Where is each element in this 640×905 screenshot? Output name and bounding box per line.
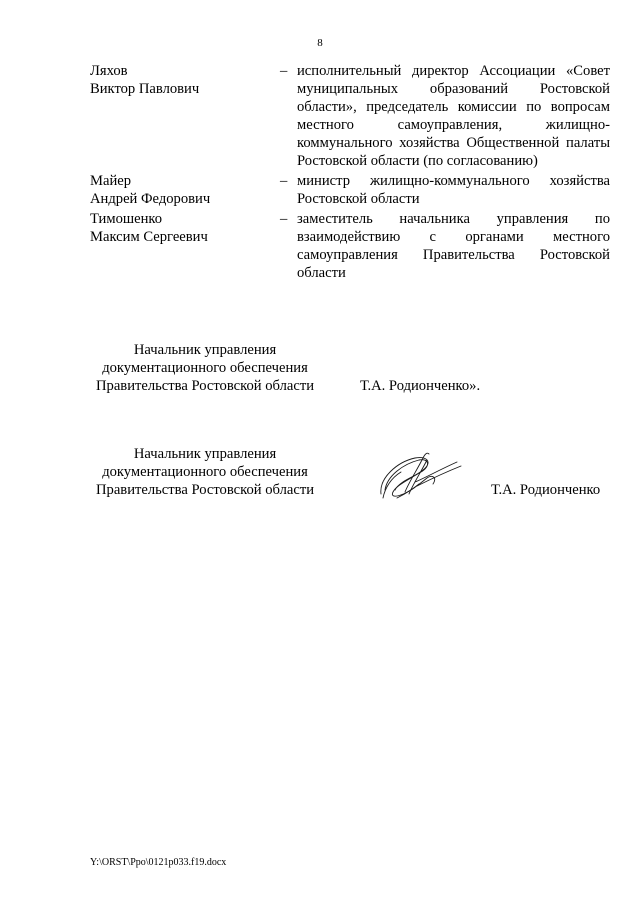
signer-name: Т.А. Родионченко».: [360, 378, 481, 394]
member-row: [90, 210, 610, 282]
handwritten-signature-icon: [375, 448, 465, 504]
member-dash: –: [280, 63, 288, 79]
member-name: Майер Андрей Федорович: [90, 173, 211, 207]
member-row: [90, 172, 610, 208]
member-role: министр жилищно-коммунального хозяйства Ростовской области: [297, 173, 610, 207]
file-path: Y:\ORST\Ppo\0121p033.f19.docx: [90, 857, 227, 868]
member-name: Ляхов Виктор Павлович: [90, 63, 200, 97]
member-row: [90, 62, 610, 170]
member-role: заместитель начальника управления по взаимодействию с органами местного самоуправления Правительства Ростовской области: [297, 211, 610, 281]
member-name: Тимошенко Максим Сергеевич: [90, 211, 208, 245]
signer-title: Начальник управления документационного обеспечения Правительства Ростовской области: [95, 342, 315, 394]
page-number: 8: [317, 37, 323, 49]
signer-name: Т.А. Родионченко: [491, 482, 601, 498]
member-dash: –: [280, 211, 288, 227]
signer-title: Начальник управления документационного обеспечения Правительства Ростовской области: [95, 446, 315, 498]
member-role: исполнительный директор Ассоциации «Совет муниципальных образований Ростовской области», председатель комиссии по вопросам местного самоуправления, жилищно-коммунального хозяйства Общественной палаты Ростовской области (по согласованию): [297, 63, 610, 169]
members-list: [90, 62, 610, 282]
member-dash: –: [280, 173, 288, 189]
